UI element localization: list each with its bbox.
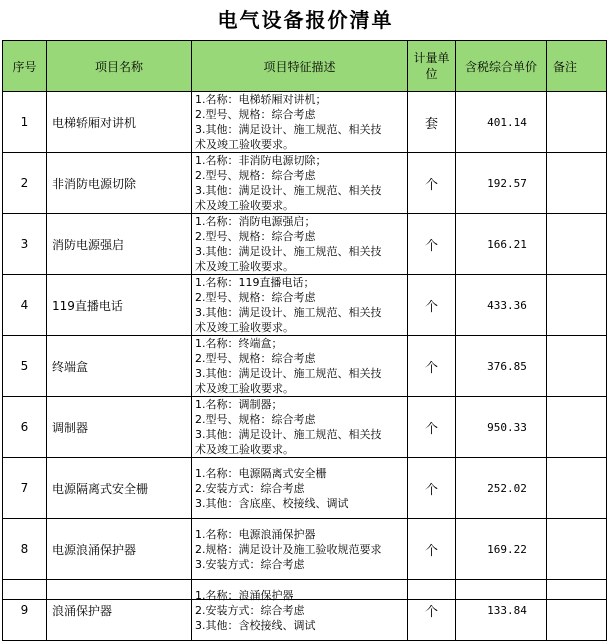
row-name: 终端盒 — [47, 336, 192, 397]
row-unit: 个 — [408, 153, 456, 214]
feature-line: 1.名称：浪涌保护器 — [195, 588, 294, 602]
row-features — [192, 214, 408, 275]
row-name: 浪涌保护器 — [47, 580, 192, 641]
feature-line: 2.型号、规格：综合考虑 — [195, 169, 316, 182]
row-unit: 个 — [408, 458, 456, 519]
quote-table — [2, 40, 607, 641]
header-remark: 备注 — [547, 41, 607, 92]
header-name: 项目名称 — [47, 41, 192, 92]
feature-line: 1.名称：非消防电源切除； — [195, 154, 327, 167]
feature-line: 3.其他：满足设计、施工规范、相关技 — [195, 245, 382, 258]
feature-line: 3.其他：满足设计、施工规范、相关技 — [195, 123, 382, 136]
row-unit: 个 — [408, 275, 456, 336]
row-features — [192, 153, 408, 214]
row-index: 8 — [3, 519, 47, 580]
row-index: 4 — [3, 275, 47, 336]
row-name: 电源隔离式安全栅 — [47, 458, 192, 519]
row-unit: 个 — [408, 214, 456, 275]
feature-line: 3.其他：满足设计、施工规范、相关技 — [195, 184, 382, 197]
feature-line: 3.其他：含底座、校接线、调试 — [195, 496, 349, 510]
row-index: 5 — [3, 336, 47, 397]
row-index: 3 — [3, 214, 47, 275]
row-unit: 个 — [408, 519, 456, 580]
table-row — [3, 214, 607, 275]
row-remark — [547, 214, 607, 275]
row-unit: 个 — [408, 336, 456, 397]
header-unit: 计量单位 — [408, 41, 456, 92]
row-name: 消防电源强启 — [47, 214, 192, 275]
row-name: 119直播电话 — [47, 275, 192, 336]
feature-line: 2.型号、规格：综合考虑 — [195, 108, 316, 121]
page-title: 电气设备报价清单 — [217, 8, 394, 32]
table-row — [3, 458, 607, 519]
header-price: 含税综合单价 — [456, 41, 547, 92]
table-row — [3, 153, 607, 214]
row-remark — [547, 458, 607, 519]
row-price: 433.36 — [456, 275, 547, 336]
feature-line: 术及竣工验收要求。 — [195, 199, 294, 212]
feature-line: 2.型号、规格：综合考虑 — [195, 413, 316, 426]
feature-line: 术及竣工验收要求。 — [195, 382, 294, 395]
feature-line: 2.规格：满足设计及施工验收规范要求 — [195, 542, 382, 556]
row-remark — [547, 519, 607, 580]
row-name: 电源浪涌保护器 — [47, 519, 192, 580]
feature-line: 1.名称：电梯轿厢对讲机； — [195, 93, 327, 106]
row-name: 非消防电源切除 — [47, 153, 192, 214]
table-row — [3, 397, 607, 458]
table-body — [3, 92, 607, 641]
feature-line: 3.其他：满足设计、施工规范、相关技 — [195, 306, 382, 319]
row-price: 950.33 — [456, 397, 547, 458]
feature-line: 2.安装方式：综合考虑 — [195, 481, 305, 495]
feature-line: 术及竣工验收要求。 — [195, 260, 294, 273]
feature-line: 2.型号、规格：综合考虑 — [195, 230, 316, 243]
row-index: 7 — [3, 458, 47, 519]
row-index: 2 — [3, 153, 47, 214]
row-remark — [547, 336, 607, 397]
feature-line: 1.名称：电源隔离式安全栅 — [195, 466, 327, 480]
table-row — [3, 336, 607, 397]
feature-line: 3.其他：满足设计、施工规范、相关技 — [195, 428, 382, 441]
row-unit: 套 — [408, 92, 456, 153]
feature-line: 1.名称：电源浪涌保护器 — [195, 527, 316, 541]
row-price: 401.14 — [456, 92, 547, 153]
feature-line: 3.其他：满足设计、施工规范、相关技 — [195, 367, 382, 380]
feature-line: 1.名称：119直播电话； — [195, 276, 315, 289]
row-remark — [547, 275, 607, 336]
row-features — [192, 92, 408, 153]
feature-line: 2.安装方式：综合考虑 — [195, 603, 305, 617]
row-price: 252.02 — [456, 458, 547, 519]
feature-line: 3.安装方式：综合考虑 — [195, 557, 305, 571]
table-header-row — [3, 41, 607, 92]
feature-line: 1.名称：调制器； — [195, 398, 283, 411]
feature-line: 术及竣工验收要求。 — [195, 443, 294, 456]
row-remark — [547, 153, 607, 214]
row-unit: 个 — [408, 397, 456, 458]
row-features — [192, 519, 408, 580]
next-row-edge — [2, 599, 606, 603]
feature-line: 2.型号、规格：综合考虑 — [195, 291, 316, 304]
feature-line: 3.其他：含校接线、调试 — [195, 618, 316, 632]
row-remark — [547, 397, 607, 458]
row-features — [192, 580, 408, 641]
row-price: 133.84 — [456, 580, 547, 641]
feature-line: 术及竣工验收要求。 — [195, 321, 294, 334]
feature-line: 2.型号、规格：综合考虑 — [195, 352, 316, 365]
row-price: 169.22 — [456, 519, 547, 580]
row-unit: 个 — [408, 580, 456, 641]
row-index: 6 — [3, 397, 47, 458]
table-row — [3, 92, 607, 153]
row-price: 376.85 — [456, 336, 547, 397]
table-row — [3, 275, 607, 336]
feature-line: 1.名称：消防电源强启； — [195, 215, 316, 228]
table-row — [3, 519, 607, 580]
row-features — [192, 275, 408, 336]
row-features — [192, 458, 408, 519]
feature-line: 术及竣工验收要求。 — [195, 138, 294, 151]
header-index: 序号 — [3, 41, 47, 92]
row-name: 电梯轿厢对讲机 — [47, 92, 192, 153]
row-features — [192, 397, 408, 458]
row-index: 1 — [3, 92, 47, 153]
table-row — [3, 580, 607, 641]
row-remark — [547, 92, 607, 153]
row-remark — [547, 580, 607, 641]
header-features: 项目特征描述 — [192, 41, 408, 92]
feature-line: 1.名称：终端盒； — [195, 337, 283, 350]
row-name: 调制器 — [47, 397, 192, 458]
row-features — [192, 336, 408, 397]
row-index: 9 — [3, 580, 47, 641]
row-price: 166.21 — [456, 214, 547, 275]
row-price: 192.57 — [456, 153, 547, 214]
